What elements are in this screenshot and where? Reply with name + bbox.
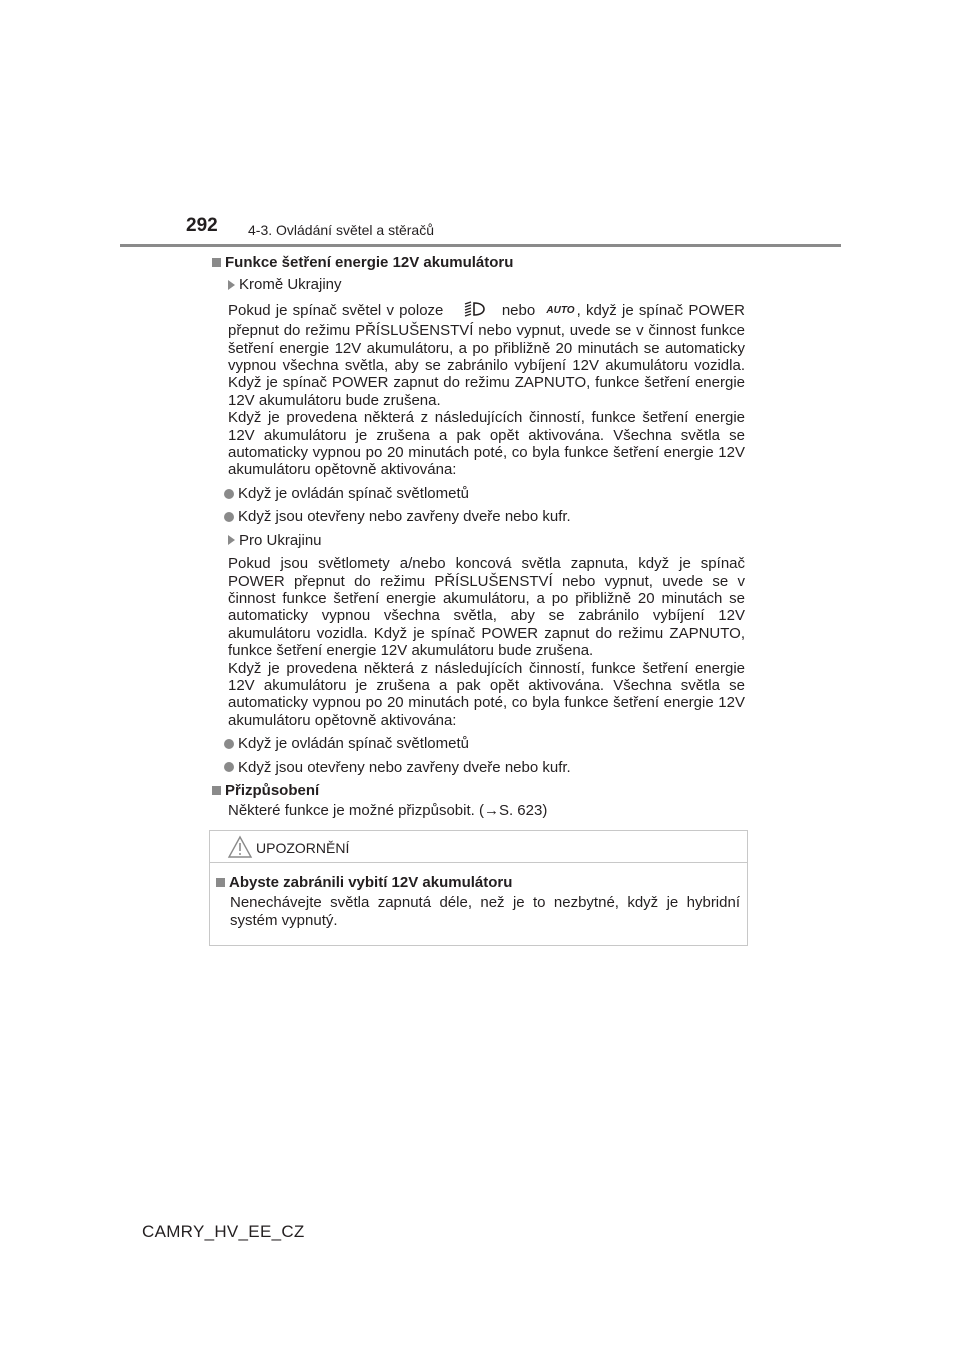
auto-icon: AUTO xyxy=(546,305,575,317)
list-item-text: Když je ovládán spínač světlometů xyxy=(238,735,469,753)
except-ukraine-subheading xyxy=(228,276,745,293)
warning-title: UPOZORNĚNÍ xyxy=(256,840,350,856)
ukraine-paragraph xyxy=(228,555,745,729)
list-item-text: Když jsou otevřeny nebo zavřeny dveře nebo kufr. xyxy=(238,758,571,776)
battery-saver-heading-text: Funkce šetření energie 12V akumulátoru xyxy=(225,254,514,271)
arrow-right-icon: → xyxy=(483,802,499,820)
ukraine-subheading xyxy=(228,532,745,549)
square-bullet-icon xyxy=(216,878,225,887)
warning-heading-text: Abyste zabránili vybití 12V akumulátoru xyxy=(229,874,513,891)
page-number: 292 xyxy=(186,215,218,236)
main-content xyxy=(212,254,745,826)
section-title: 4-3. Ovládání světel a stěračů xyxy=(248,222,434,238)
para1-before: Pokud je spínač světel v poloze xyxy=(228,301,444,319)
para1-mid: nebo xyxy=(501,301,536,319)
ukraine-paragraph-2: Když je provedena některá z následujících činností, funkce šetření energie 12V akumulátoru je zrušena a pak opět aktivována. Všechna světla se automaticky vypnou po 20 minutách poté, co byla funkce šetření energie 12V akumulátoru opětovně aktivována: xyxy=(228,659,745,729)
except-ukraine-paragraph-2: Když je provedena některá z následujících činností, funkce šetření energie 12V akumulátoru je zrušena a pak opět aktivována. Všechna světla se automaticky vypnou po 20 minutách poté, co byla funkce šetření energie 12V akumulátoru opětovně aktivována: xyxy=(228,409,745,479)
except-ukraine-paragraph-1 xyxy=(228,300,745,479)
warning-body xyxy=(216,874,740,929)
battery-saver-heading xyxy=(212,254,745,271)
square-bullet-icon xyxy=(212,786,221,795)
warning-header xyxy=(210,831,747,863)
list-item-text: Když je ovládán spínač světlometů xyxy=(238,484,469,502)
customization-heading xyxy=(212,782,745,799)
triangle-bullet-icon xyxy=(228,280,235,290)
page-reference-link[interactable]: S. 623) xyxy=(498,802,548,820)
footer-model-id: CAMRY_HV_EE_CZ xyxy=(142,1222,305,1241)
warning-heading xyxy=(216,874,740,891)
customization-text xyxy=(228,802,745,819)
warning-text: Nenechávejte světla zapnutá déle, než je to nezbytné, když je hybridní systém vypnutý. xyxy=(230,894,740,929)
list-item xyxy=(224,735,745,752)
round-bullet-icon xyxy=(224,739,234,749)
headlight-icon xyxy=(463,300,487,322)
round-bullet-icon xyxy=(224,512,234,522)
triangle-bullet-icon xyxy=(228,535,235,545)
header-rule xyxy=(120,244,841,247)
ukraine-label: Pro Ukrajinu xyxy=(239,531,322,549)
ukraine-paragraph-1: Pokud jsou světlomety a/nebo koncová světla zapnuta, když je spínač POWER přepnut do režimu PŘÍSLUŠENSTVÍ nebo vypnut, uvede se v činnost funkce šetření energie akumulátoru, a po přibližně 20 minutách se automaticky vypnou všechna světla, aby se zabránilo vybíjení 12V akumulátoru vozidla. Když je spínač POWER zapnut do režimu ZAPNUTO, funkce šetření energie 12V akumulátoru bude zrušena. xyxy=(228,555,745,660)
square-bullet-icon xyxy=(212,258,221,267)
list-item-text: Když jsou otevřeny nebo zavřeny dveře nebo kufr. xyxy=(238,508,571,526)
list-item xyxy=(224,485,745,502)
warning-box xyxy=(209,830,748,946)
except-ukraine-label: Kromě Ukrajiny xyxy=(239,276,342,294)
customization-heading-text: Přizpůsobení xyxy=(225,781,320,799)
round-bullet-icon xyxy=(224,762,234,772)
round-bullet-icon xyxy=(224,489,234,499)
customization-text-before: Některé funkce je možné přizpůsobit. ( xyxy=(228,802,484,820)
para1-after: , když je spínač POWER přepnut do režimu PŘÍSLUŠENSTVÍ nebo vypnut, uvede se v činnost funkce šetření energie 12V akumulátoru, a po přibližně 20 minutách se automaticky vypnou všechna světla, aby se zabránilo vybíjení 12V akumulátoru vozidla. Když je spínač POWER zapnut do režimu ZAPNUTO, funkce šetření energie 12V akumulátoru bude zrušena. xyxy=(228,301,745,409)
list-item xyxy=(224,759,745,776)
list-item xyxy=(224,508,745,525)
warning-triangle-icon xyxy=(227,835,253,864)
